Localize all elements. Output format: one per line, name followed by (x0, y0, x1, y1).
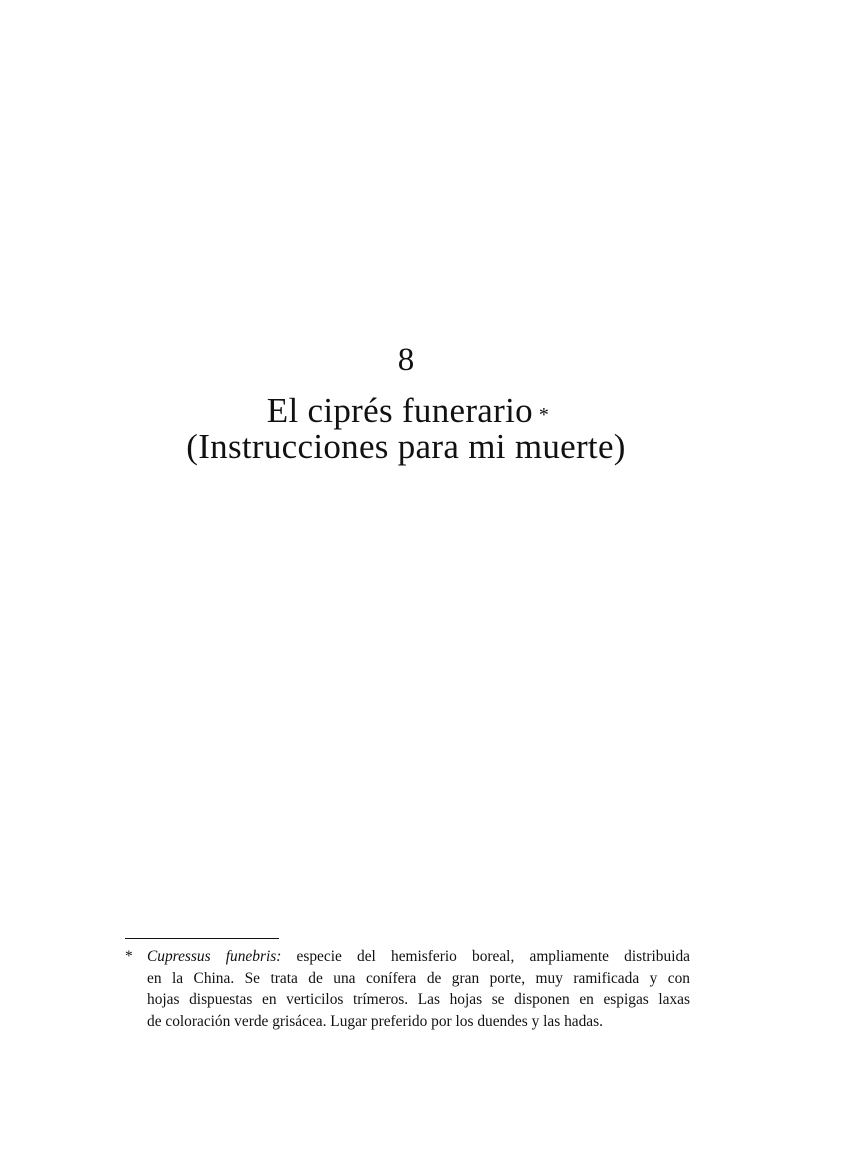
footnote (125, 946, 690, 1032)
chapter-title-line-1 (0, 393, 812, 429)
footnote-line-1-text: especie del hemisferio boreal, ampliamente distribuida (281, 948, 691, 965)
footnote-line: de coloración verde grisácea. Lugar preferido por los duendes y las hadas. (147, 1012, 603, 1030)
footnote-separator (125, 938, 279, 939)
chapter-title (0, 393, 812, 465)
chapter-subtitle: (Instrucciones para mi muerte) (186, 427, 626, 466)
footnote-line: hojas dispuestas en verticilos trímeros. Las hojas se disponen en espigas laxas (147, 991, 690, 1008)
footnote-reference-marker: * (538, 404, 550, 426)
footnote-species-name: Cupressus funebris: (147, 948, 282, 965)
footnote-line: en la China. Se trata de una conífera de gran porte, muy ramificada y con (147, 969, 690, 987)
footnote-line (147, 946, 690, 968)
footnote-marker: * (125, 948, 133, 965)
footnote-body (125, 946, 690, 1032)
chapter-number: 8 (397, 342, 415, 378)
chapter-title-main: El ciprés funerario (266, 391, 533, 430)
